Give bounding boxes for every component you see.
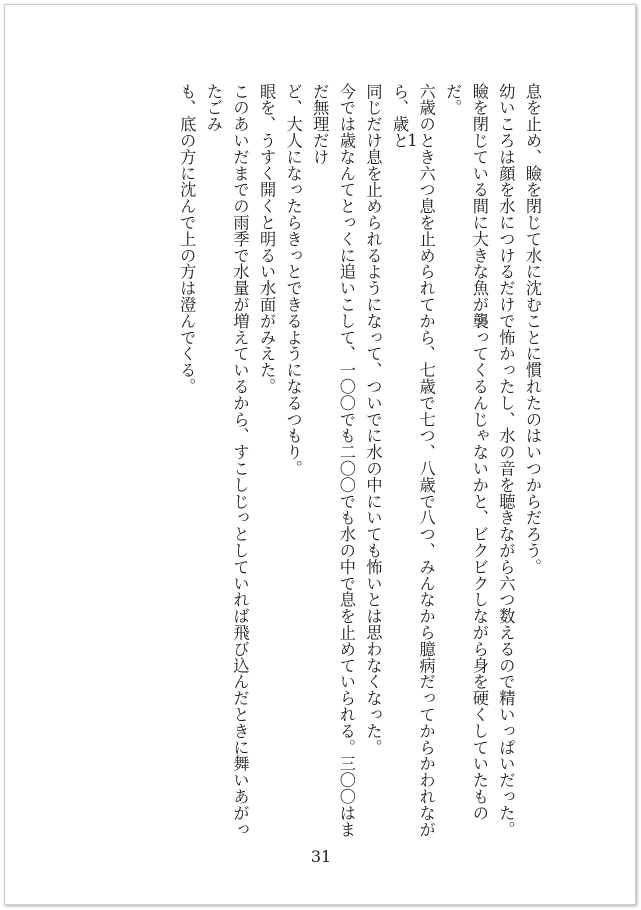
paragraph: ど、大人になったらきっとできるようになるつもり。 [283,83,303,477]
paragraph: このあいだまでの雨季で水量が増えているから、すこしじっとしていれば飛び込んだときに舞いあがったごみ [203,83,250,838]
paragraph: 同じだけ息を止められるようになって、ついでに水の中にいても怖いとは思わなくなった。 [363,83,383,756]
paragraph: 今では歳なんてとっくに追いこして、一〇〇でも二〇〇でも水の中で息を止めていられる。三〇〇はまだ無理だけ [310,83,356,838]
paragraph: 六歳のとき六つ息を止められてから、七歳で七つ、八歳で八つ、みんなから臆病だってからかわれながら、歳と [390,83,436,838]
chapter-number: 1 [407,131,418,151]
paragraph: 眼を、うすく開くと明るい水面がみえた。 [257,83,277,395]
vertical-text-body [173,83,545,843]
document-page [4,4,636,905]
page-number: 31 [310,847,332,866]
paragraph: も、底の方に沈んで上の方は澄んでくる。 [177,83,197,395]
paragraph: 幼いころは顔を水につけるだけで怖かったし、水の音を聴きながら六つ数えるので精いっぱいだった。 [496,83,516,838]
paragraph: 瞼を閉じている間に大きな魚が襲ってくるんじゃないかと、ビクビクしながら身を硬くしていたものだ。 [443,83,489,821]
paragraph: 息を止め、瞼を閉じて水に沈むことに慣れたのはいつからだろう。 [523,83,542,575]
